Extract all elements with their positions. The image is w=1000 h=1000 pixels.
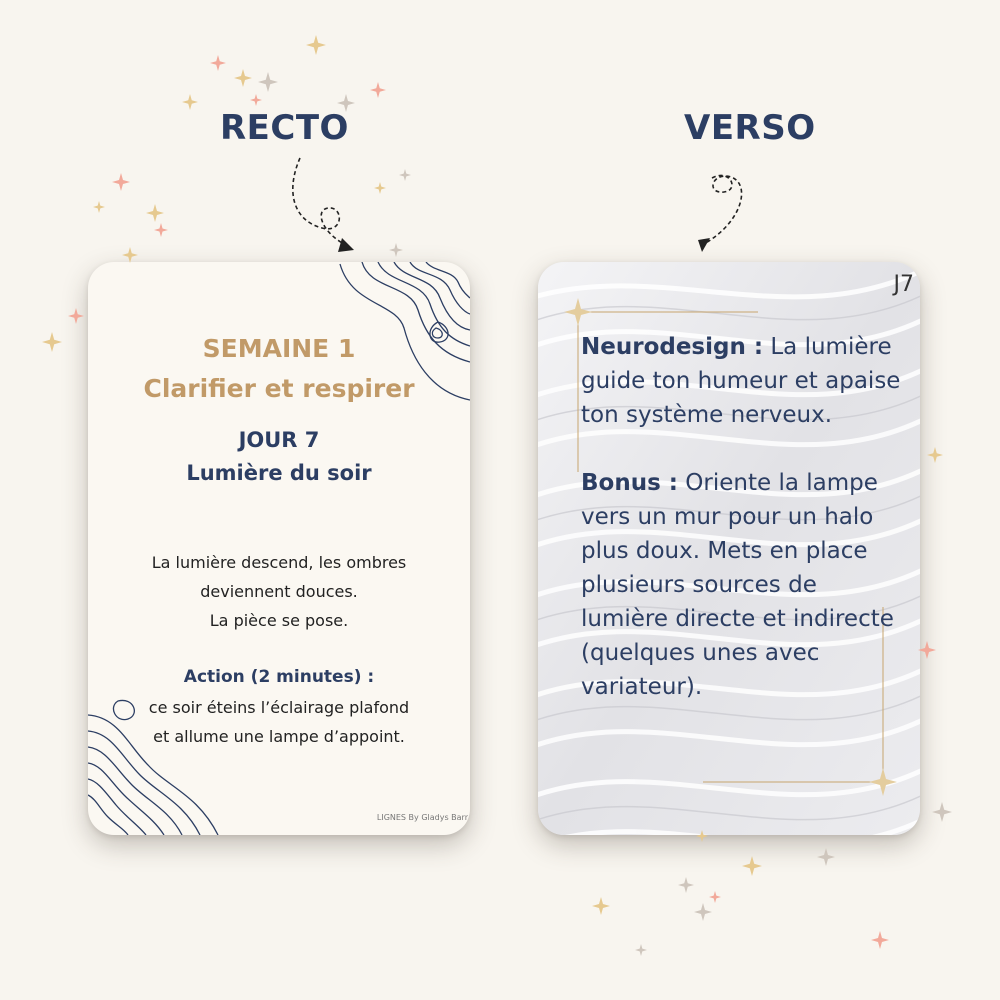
action-line: et allume une lampe d’appoint.	[153, 727, 405, 746]
neurodesign-text: La lumière guide ton humeur et apaise ton système nerveux.	[581, 334, 901, 428]
neurodesign-label: Neurodesign :	[581, 334, 764, 360]
body-line: La lumière descend, les ombres	[151, 553, 407, 572]
verso-heading: VERSO	[684, 108, 816, 148]
bonus-label: Bonus :	[581, 470, 678, 496]
week-label: SEMAINE 1	[202, 334, 356, 363]
bonus-text: Oriente la lampe vers un mur pour un halo plus doux. Mets en place plusieurs sources de lumière directe et indirecte (quelques unes avec variateur).	[581, 470, 894, 700]
action-label: Action (2 minutes) :	[183, 667, 375, 687]
corner-tag: J7	[893, 272, 914, 297]
body-line: deviennent douces.	[200, 582, 358, 601]
day-label: JOUR 7	[238, 428, 320, 452]
body-line: La pièce se pose.	[209, 611, 349, 630]
action-line: ce soir éteins l’éclairage plafond	[148, 698, 410, 717]
day-title: Lumière du soir	[186, 461, 372, 485]
recto-heading: RECTO	[220, 108, 349, 148]
week-title: Clarifier et respirer	[143, 374, 415, 403]
card-footer: LIGNES By Gladys Barr	[376, 813, 468, 822]
